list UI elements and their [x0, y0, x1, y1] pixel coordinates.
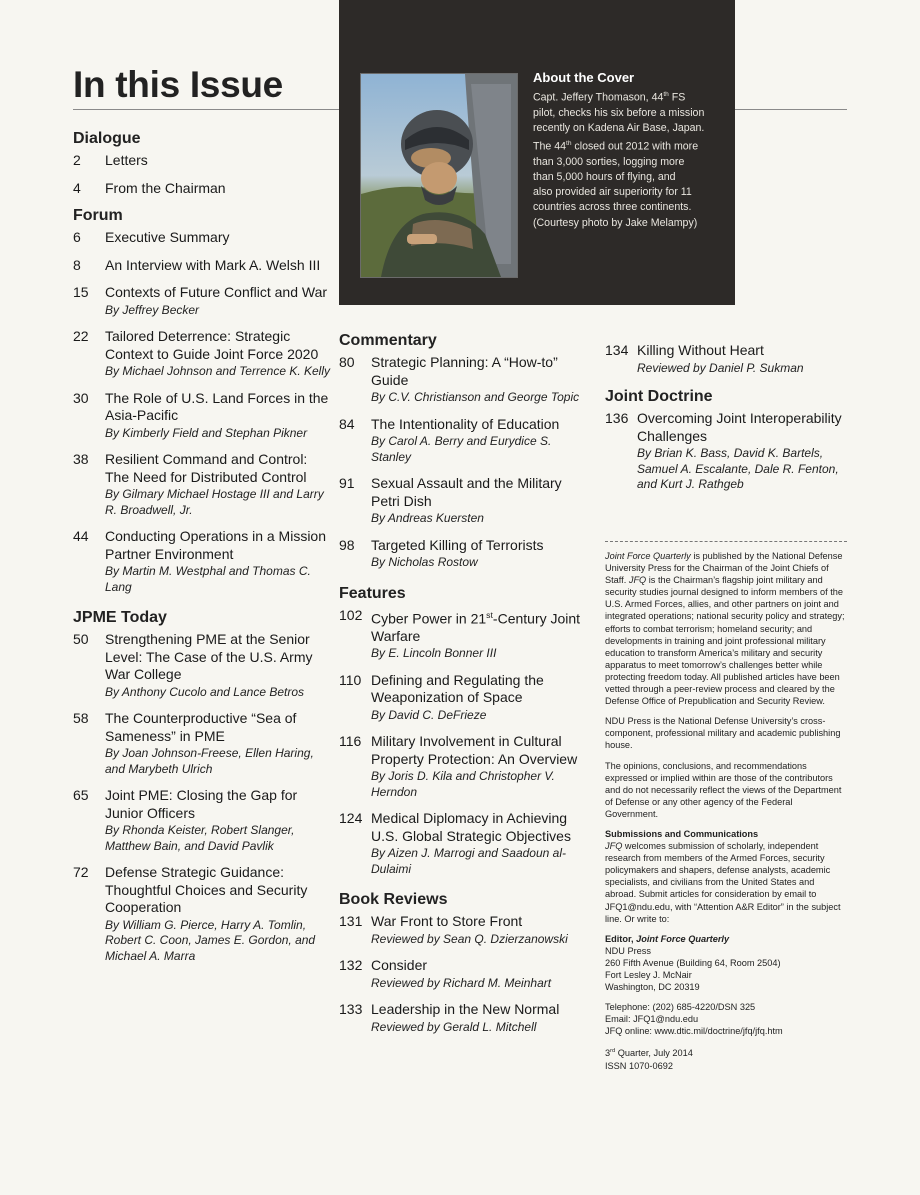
- toc-article-author: By Joris D. Kila and Christopher V. Herndon: [371, 769, 555, 799]
- toc-page-number: 116: [339, 733, 362, 750]
- toc-article-title: Defining and Regulating the Weaponization of Space: [371, 671, 544, 706]
- page-title: In this Issue: [73, 64, 283, 105]
- toc-entry: [73, 864, 333, 964]
- cover-panel: [339, 0, 735, 305]
- masthead-line: NDU Press: [605, 945, 651, 956]
- toc-page-number: 133: [339, 1001, 363, 1018]
- toc-page-number: 98: [339, 536, 355, 553]
- toc-article-author: By E. Lincoln Bonner III: [371, 646, 497, 661]
- section-commentary: [339, 332, 594, 571]
- toc-entry: [605, 410, 850, 493]
- cover-caption-line: recently on Kadena Air Base, Japan.: [533, 121, 705, 134]
- toc-entry: [339, 416, 594, 466]
- masthead-line: JFQ online: www.dtic.mil/doctrine/jfq/jfq.htm: [605, 1026, 783, 1037]
- toc-page-number: 80: [339, 354, 355, 370]
- toc-article-author: By Martin M. Westphal and Thomas C. Lang: [105, 564, 311, 594]
- toc-entry: [73, 229, 333, 247]
- toc-page-number: 15: [73, 284, 89, 300]
- toc-article-author: Reviewed by Sean Q. Dzierzanowski: [371, 931, 568, 946]
- toc-article-author: By Kimberly Field and Stephan Pikner: [105, 425, 308, 440]
- toc-entry: [339, 607, 594, 662]
- toc-entry: [339, 810, 594, 877]
- toc-page-number: 22: [73, 328, 89, 344]
- toc-entry: [73, 787, 333, 854]
- toc-page-number: 134: [605, 342, 629, 358]
- masthead-info: [605, 550, 848, 1080]
- cover-caption-line: pilot, checks his six before a mission: [533, 106, 705, 119]
- toc-article-title: Military Involvement in Cultural Property Protection: An Overview: [371, 733, 578, 767]
- toc-article-title: The Intentionality of Education: [371, 415, 560, 432]
- toc-article-author: By David C. DeFrieze: [371, 707, 487, 722]
- contents-column-3: [605, 342, 850, 503]
- toc-entry: [73, 710, 333, 777]
- masthead-line: ISSN 1070-0692: [605, 1060, 673, 1071]
- toc-entry: [73, 451, 333, 518]
- toc-entry: [339, 672, 594, 724]
- toc-entry: [73, 390, 333, 442]
- toc-article-author: By C.V. Christianson and George Topic: [371, 390, 580, 404]
- cover-caption-line: also provided air superiority for 11: [533, 186, 692, 199]
- cover-photo: [360, 73, 518, 278]
- toc-article-author: By Joan Johnson-Freese, Ellen Haring, and Marybeth Ulrich: [105, 746, 314, 776]
- section-heading: Features: [339, 584, 406, 602]
- toc-entry: [339, 475, 594, 527]
- toc-page-number: 2: [73, 152, 81, 168]
- toc-page-number: 50: [73, 631, 89, 647]
- cover-caption-line: than 3,000 sorties, logging more: [533, 155, 685, 168]
- toc-article-author: By Nicholas Rostow: [371, 555, 478, 569]
- masthead-line: Washington, DC 20319: [605, 982, 700, 993]
- toc-page-number: 136: [605, 410, 629, 426]
- masthead-line: Telephone: (202) 685-4220/DSN 325: [605, 1002, 756, 1013]
- toc-entry: [339, 1001, 594, 1035]
- toc-page-number: 44: [73, 528, 89, 544]
- toc-entry: [339, 957, 594, 991]
- section-joint-doctrine: [605, 388, 850, 493]
- toc-article-title: Contexts of Future Conflict and War: [105, 284, 328, 300]
- toc-page-number: 91: [339, 475, 355, 491]
- toc-page-number: 131: [339, 913, 363, 930]
- toc-article-title: Targeted Killing of Terrorists: [371, 536, 544, 553]
- toc-article-author: By Anthony Cucolo and Lance Betros: [105, 684, 305, 699]
- toc-article-author: By Brian K. Bass, David K. Bartels, Samuel A. Escalante, Dale R. Fenton, and Kurt J. Rathgeb: [637, 446, 839, 491]
- toc-article-title: The Counterproductive “Sea of Sameness” in PME: [105, 710, 297, 744]
- toc-article-title: Tailored Deterrence: Strategic Context to Guide Joint Force 2020: [105, 328, 319, 362]
- toc-page-number: 6: [73, 229, 81, 245]
- toc-article-author: Reviewed by Richard M. Meinhart: [371, 975, 552, 990]
- cover-caption-line: The 44th closed out 2012 with more: [533, 140, 699, 153]
- toc-article-title: Sexual Assault and the Military Petri Dish: [371, 475, 562, 509]
- toc-article-author: By William G. Pierce, Harry A. Tomlin, Robert C. Coon, James E. Gordon, and Michael A. Marra: [105, 917, 316, 963]
- toc-entry: [73, 284, 333, 318]
- contents-column-1: [73, 130, 333, 974]
- masthead-editor-address: Editor, Joint Force Quarterly NDU Press 260 Fifth Avenue (Building 64, Room 2504) Fort Lesley J. McNair Washington, DC 20319: [605, 933, 848, 993]
- section-heading: Joint Doctrine: [605, 388, 713, 405]
- masthead-issue: [605, 1045, 848, 1071]
- masthead-contact: [605, 1001, 848, 1037]
- toc-entry: [339, 537, 594, 571]
- toc-page-number: 4: [73, 179, 81, 196]
- toc-article-title: Resilient Command and Control: The Need for Distributed Control: [105, 451, 308, 485]
- toc-entry: [339, 733, 594, 800]
- about-the-cover: [533, 70, 723, 231]
- cover-caption: [533, 87, 723, 231]
- masthead-line: Email: JFQ1@ndu.edu: [605, 1014, 699, 1025]
- toc-page-number: 65: [73, 787, 89, 803]
- toc-page-number: 124: [339, 810, 363, 827]
- toc-article-title: From the Chairman: [105, 179, 226, 196]
- toc-article-author: Reviewed by Gerald L. Mitchell: [371, 1019, 537, 1034]
- cover-caption-line: (Courtesy photo by Jake Melampy): [533, 216, 698, 229]
- toc-article-title: Strengthening PME at the Senior Level: The Case of the U.S. Army War College: [105, 631, 313, 682]
- toc-page-number: 72: [73, 864, 89, 880]
- toc-page-number: 8: [73, 256, 81, 273]
- about-cover-heading: About the Cover: [533, 70, 635, 85]
- divider-dashed: [605, 541, 847, 542]
- toc-article-title: Executive Summary: [105, 229, 230, 245]
- cover-caption-line: than 5,000 hours of flying, and: [533, 171, 676, 184]
- masthead-line: 260 Fifth Avenue (Building 64, Room 2504): [605, 957, 781, 968]
- section-book-reviews: [339, 891, 594, 1035]
- section-heading: Forum: [73, 207, 123, 224]
- toc-article-author: By Michael Johnson and Terrence K. Kelly: [105, 364, 331, 378]
- section-jpme-today: [73, 609, 333, 964]
- section-heading: Book Reviews: [339, 891, 448, 909]
- toc-article-author: By Jeffrey Becker: [105, 302, 200, 317]
- section-heading: Dialogue: [73, 130, 141, 147]
- toc-article-author: Reviewed by Daniel P. Sukman: [637, 360, 804, 375]
- toc-entry: [339, 913, 594, 947]
- toc-article-author: By Gilmary Michael Hostage III and Larry R. Broadwell, Jr.: [105, 487, 324, 517]
- toc-article-title: An Interview with Mark A. Welsh III: [105, 256, 321, 273]
- toc-entry: [73, 180, 333, 198]
- masthead-submissions: Submissions and Communications JFQ welcomes submission of scholarly, independent research from members of the Armed Forces, security policymakers and shapers, defense analysts, academic specialists, and civilians from the United States and abroad. Submit articles for consideration by email to JFQ1@ndu.edu, with “Attention A&R Editor” in the subject line. Or write to:: [605, 828, 841, 924]
- toc-entry: [73, 328, 333, 380]
- toc-entry: [73, 152, 333, 170]
- toc-page-number: 84: [339, 415, 355, 432]
- toc-article-author: By Aizen J. Marrogi and Saadoun al-Dulaimi: [371, 846, 566, 876]
- toc-article-title: Killing Without Heart: [637, 342, 764, 358]
- toc-article-author: By Andreas Kuersten: [371, 511, 484, 525]
- toc-page-number: 30: [73, 389, 89, 406]
- toc-page-number: 132: [339, 957, 363, 974]
- toc-page-number: 38: [73, 451, 89, 467]
- section-forum: [73, 207, 333, 595]
- toc-article-title: Medical Diplomacy in Achieving U.S. Global Strategic Objectives: [371, 810, 571, 844]
- toc-article-title: Strategic Planning: A “How-to” Guide: [371, 354, 558, 388]
- toc-article-title: Overcoming Joint Interoperability Challenges: [637, 410, 842, 444]
- toc-page-number: 110: [339, 671, 362, 688]
- section-dialogue: [73, 130, 333, 197]
- toc-entry: [605, 342, 850, 376]
- toc-article-title: Cyber Power in 21st-Century Joint Warfare: [371, 609, 581, 644]
- cover-caption-line: countries across three continents.: [533, 201, 692, 214]
- toc-article-author: By Rhonda Keister, Robert Slanger, Matthew Bain, and David Pavlik: [105, 823, 295, 853]
- section-heading: JPME Today: [73, 609, 167, 626]
- toc-article-author: By Carol A. Berry and Eurydice S. Stanley: [371, 434, 552, 464]
- toc-article-title: Joint PME: Closing the Gap for Junior Officers: [105, 787, 298, 821]
- section-features: [339, 585, 594, 878]
- section-heading: Commentary: [339, 332, 437, 349]
- toc-article-title: Letters: [105, 152, 148, 168]
- toc-entry: [73, 257, 333, 275]
- masthead-line: Fort Lesley J. McNair: [605, 970, 692, 980]
- toc-article-title: The Role of U.S. Land Forces in the Asia-Pacific: [105, 389, 329, 423]
- masthead-line: 3rd Quarter, July 2014: [605, 1048, 693, 1059]
- toc-entry: [73, 528, 333, 595]
- contents-column-2: [339, 332, 594, 1045]
- toc-article-title: War Front to Store Front: [371, 913, 523, 930]
- masthead-intro: Joint Force Quarterly is published by the National Defense University Press for the Chairman of the Joint Chiefs of Staff. JFQ is the Chairman’s flagship joint military and security studies journal designed to inform members of the U.S. Armed Forces, allies, and other partners on joint and integrated operations; national security policy and strategy; efforts to combat terrorism; homeland security; and developments in training and joint professional military education to transform America’s military and security apparatus to meet tomorrow’s challenges better while protecting freedom today. All published articles have been vetted through a peer-review process and cleared by the Defense Office of Prepublication and Security Review.: [605, 551, 845, 707]
- toc-entry: [73, 631, 333, 700]
- toc-article-title: Conducting Operations in a Mission Partner Environment: [105, 528, 327, 562]
- masthead-ndu-press: NDU Press is the National Defense University’s cross-component, professional military and academic publishing house.: [605, 716, 841, 751]
- toc-page-number: 58: [73, 710, 89, 726]
- toc-entry: [339, 354, 594, 406]
- masthead-opinions: The opinions, conclusions, and recommendations expressed or implied within are those of the contributors and do not necessarily reflect the views of the Department of Defense or any other agency of the Federal Government.: [605, 760, 842, 819]
- toc-article-title: Leadership in the New Normal: [371, 1001, 560, 1018]
- toc-article-title: Consider: [371, 957, 428, 974]
- toc-article-title: Defense Strategic Guidance: Thoughtful Choices and Security Cooperation: [105, 864, 308, 915]
- cover-caption-line: Capt. Jeffery Thomason, 44th FS: [533, 91, 686, 104]
- toc-page-number: 102: [339, 606, 363, 623]
- section-book-reviews-continued: [605, 342, 850, 376]
